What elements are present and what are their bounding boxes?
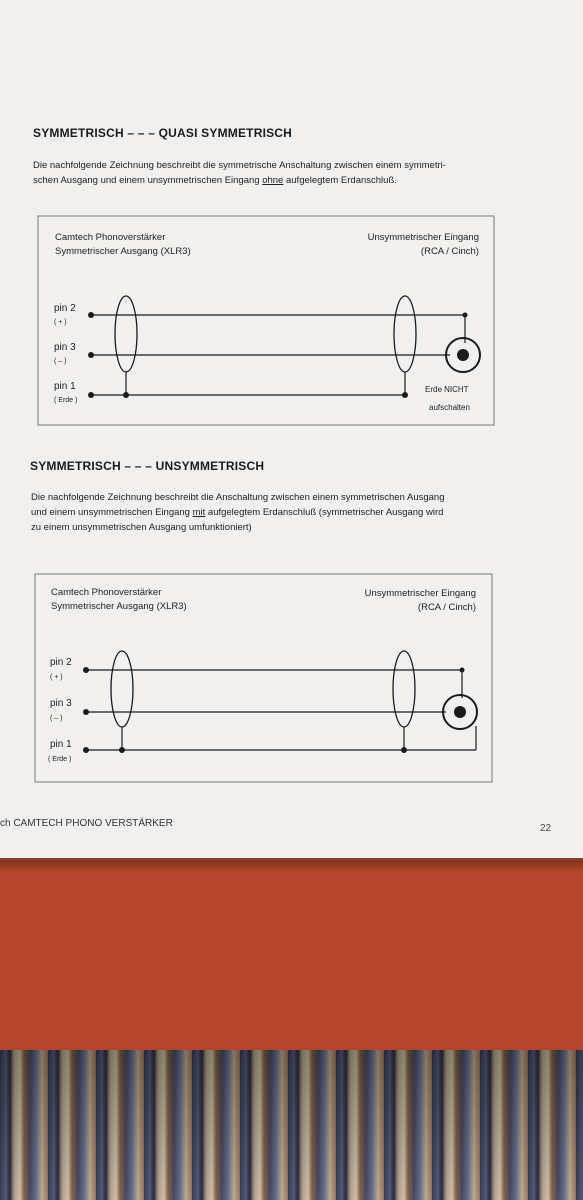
diagram2-shield-right bbox=[393, 651, 415, 727]
diagram2-left-title-1: Camtech Phonoverstärker bbox=[51, 587, 162, 598]
diagram2-junction-right bbox=[401, 747, 407, 753]
diagram1-pin2-sub: ( + ) bbox=[54, 319, 67, 326]
diagram1-left-title-2: Symmetrischer Ausgang (XLR3) bbox=[55, 246, 191, 257]
diagram1-pin1-label: pin 1 bbox=[54, 381, 76, 392]
diagram2-pin2-terminal bbox=[83, 667, 89, 673]
section1-heading: SYMMETRISCH – – – QUASI SYMMETRISCH bbox=[33, 126, 293, 140]
diagram1-right-title-2: (RCA / Cinch) bbox=[420, 246, 479, 257]
diagram1-pin2-label: pin 2 bbox=[54, 303, 76, 314]
diagram2-pin1-sub: ( Erde ) bbox=[48, 756, 72, 763]
diagram1-pin3-sub: ( – ) bbox=[54, 358, 67, 365]
section2-para-line2-underlined: mit bbox=[192, 507, 206, 518]
diagram1-note-2: aufschalten bbox=[429, 403, 470, 412]
diagram2-pin2-sub: ( + ) bbox=[50, 674, 63, 681]
fabric-shadow bbox=[0, 1050, 583, 1200]
diagram2-rca-center-pin bbox=[454, 706, 466, 718]
section2-para-line1: Die nachfolgende Zeichnung beschreibt die Anschaltung zwischen einem symmetrischen Ausgang bbox=[31, 492, 445, 503]
footer-title: ch CAMTECH PHONO VERSTÄRKER bbox=[0, 818, 173, 829]
section1-para-line2-underlined: ohne bbox=[262, 175, 284, 186]
diagram2-right-title-2: (RCA / Cinch) bbox=[417, 602, 476, 613]
diagram2-pin1-terminal bbox=[83, 747, 89, 753]
diagram2-shield-left bbox=[111, 651, 133, 727]
diagram1-pin3-label: pin 3 bbox=[54, 342, 76, 353]
section2-para-line3: zu einem unsymmetrischen Ausgang umfunktioniert) bbox=[31, 522, 252, 533]
diagram2-junction-left bbox=[119, 747, 125, 753]
diagram1-note-1: Erde NICHT bbox=[425, 385, 469, 394]
diagram2-pin2-label: pin 2 bbox=[50, 657, 72, 668]
diagram2-pin3-sub: ( – ) bbox=[50, 715, 63, 722]
page-number: 22 bbox=[540, 823, 552, 834]
page-edge-shadow bbox=[0, 858, 583, 872]
section1-para-line1: Die nachfolgende Zeichnung beschreibt die symmetrische Anschaltung zwischen einem symmetri- bbox=[33, 160, 446, 171]
diagram2-pin3-terminal bbox=[83, 709, 89, 715]
section2-para-line2-b: aufgelegtem Erdanschluß (symmetrischer Ausgang wird bbox=[205, 507, 444, 518]
diagram2-junction-rca bbox=[460, 668, 465, 673]
diagram2-pin1-label: pin 1 bbox=[50, 739, 72, 750]
section1-para-line2-a: schen Ausgang und einem unsymmetrischen Eingang bbox=[33, 175, 263, 186]
diagram2-left-title-2: Symmetrischer Ausgang (XLR3) bbox=[51, 601, 187, 612]
diagram2-pin3-label: pin 3 bbox=[50, 698, 72, 709]
section2-para-line2-a: und einem unsymmetrischen Eingang bbox=[31, 507, 193, 518]
diagram1-pin1-sub: ( Erde ) bbox=[54, 397, 78, 404]
section2-heading: SYMMETRISCH – – – UNSYMMETRISCH bbox=[30, 459, 265, 473]
diagram1-right-title-1: Unsymmetrischer Eingang bbox=[367, 232, 479, 243]
section1-para-line2-b: aufgelegtem Erdanschluß. bbox=[283, 175, 397, 186]
diagram1-left-title-1: Camtech Phonoverstärker bbox=[55, 232, 166, 243]
diagram2-right-title-1: Unsymmetrischer Eingang bbox=[364, 588, 476, 599]
